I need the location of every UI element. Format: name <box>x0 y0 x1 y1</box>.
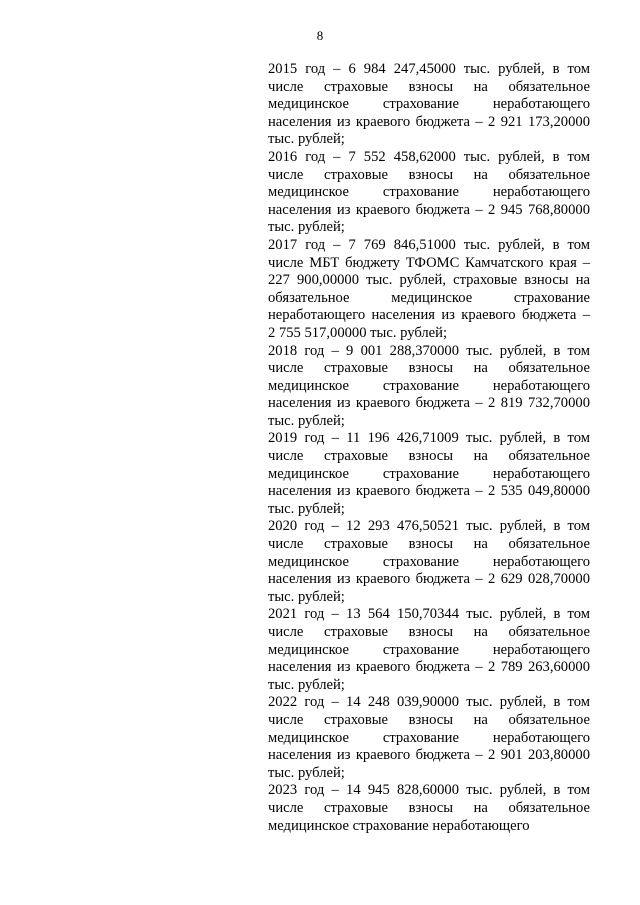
text-line: 2019 год – 11 196 426,71009 тыс. рублей, в том <box>268 430 590 447</box>
text-line: населения из краевого бюджета – 2 789 263,60000 <box>268 659 590 676</box>
text-line: тыс. рублей; <box>268 219 345 236</box>
paragraph <box>268 606 590 694</box>
paragraph <box>268 694 590 782</box>
paragraph <box>268 430 590 518</box>
document-body <box>268 61 590 835</box>
text-line: тыс. рублей; <box>268 764 345 781</box>
text-line: медицинское страхование неработающего <box>268 377 590 394</box>
paragraph <box>268 343 590 431</box>
text-line: 2017 год – 7 769 846,51000 тыс. рублей, в том <box>268 236 590 253</box>
text-line: неработающего населения из краевого бюджета – <box>268 307 590 324</box>
text-line: медицинское страхование неработающего <box>268 465 590 482</box>
text-line: 2023 год – 14 945 828,60000 тыс. рублей, в том <box>268 782 590 799</box>
text-line: тыс. рублей; <box>268 588 345 605</box>
text-line: 227 900,00000 тыс. рублей, страховые взносы на <box>268 272 590 289</box>
text-line: населения из краевого бюджета – 2 921 173,20000 <box>268 113 590 130</box>
text-line: медицинское страхование неработающего <box>268 729 590 746</box>
text-line: медицинское страхование неработающего <box>268 184 590 201</box>
text-line: числе страховые взносы на обязательное <box>268 711 590 728</box>
page-number: 8 <box>316 28 324 43</box>
paragraph <box>268 61 590 149</box>
text-line: населения из краевого бюджета – 2 629 028,70000 <box>268 571 590 588</box>
text-line: населения из краевого бюджета – 2 535 049,80000 <box>268 483 590 500</box>
text-line: тыс. рублей; <box>268 676 345 693</box>
text-line: 2016 год – 7 552 458,62000 тыс. рублей, в том <box>268 148 590 165</box>
text-line: 2 755 517,00000 тыс. рублей; <box>268 324 448 341</box>
text-line: 2018 год – 9 001 288,370000 тыс. рублей, в том <box>268 342 590 359</box>
text-line: тыс. рублей; <box>268 412 345 429</box>
text-line: медицинское страхование неработающего <box>268 641 590 658</box>
text-line: тыс. рублей; <box>268 500 345 517</box>
text-line: медицинское страхование неработающего <box>268 553 590 570</box>
paragraph <box>268 518 590 606</box>
paragraph <box>268 237 590 343</box>
text-line: населения из краевого бюджета – 2 819 732,70000 <box>268 395 590 412</box>
text-line: числе страховые взносы на обязательное <box>268 360 590 377</box>
text-line: 2022 год – 14 248 039,90000 тыс. рублей, в том <box>268 694 590 711</box>
text-line: числе страховые взносы на обязательное <box>268 166 590 183</box>
text-line: числе страховые взносы на обязательное <box>268 78 590 95</box>
text-line: тыс. рублей; <box>268 131 345 148</box>
text-line: числе страховые взносы на обязательное <box>268 624 590 640</box>
text-line: 2020 год – 12 293 476,50521 тыс. рублей, в том <box>268 518 590 535</box>
text-line: медицинское страхование неработающего <box>268 96 590 113</box>
text-line: 2015 год – 6 984 247,45000 тыс. рублей, в том <box>268 61 590 77</box>
text-line: обязательное медицинское страхование <box>268 289 590 306</box>
paragraph <box>268 149 590 237</box>
text-line: населения из краевого бюджета – 2 945 768,80000 <box>268 201 590 218</box>
text-line: 2021 год – 13 564 150,70344 тыс. рублей, в том <box>268 606 590 623</box>
text-line: числе МБТ бюджету ТФОМС Камчатского края – <box>268 254 590 271</box>
paragraph <box>268 782 590 835</box>
text-line: медицинское страхование неработающего <box>268 817 530 834</box>
text-line: числе страховые взносы на обязательное <box>268 448 590 465</box>
text-line: населения из краевого бюджета – 2 901 203,80000 <box>268 747 590 764</box>
text-line: числе страховые взносы на обязательное <box>268 536 590 553</box>
text-line: числе страховые взносы на обязательное <box>268 799 590 816</box>
